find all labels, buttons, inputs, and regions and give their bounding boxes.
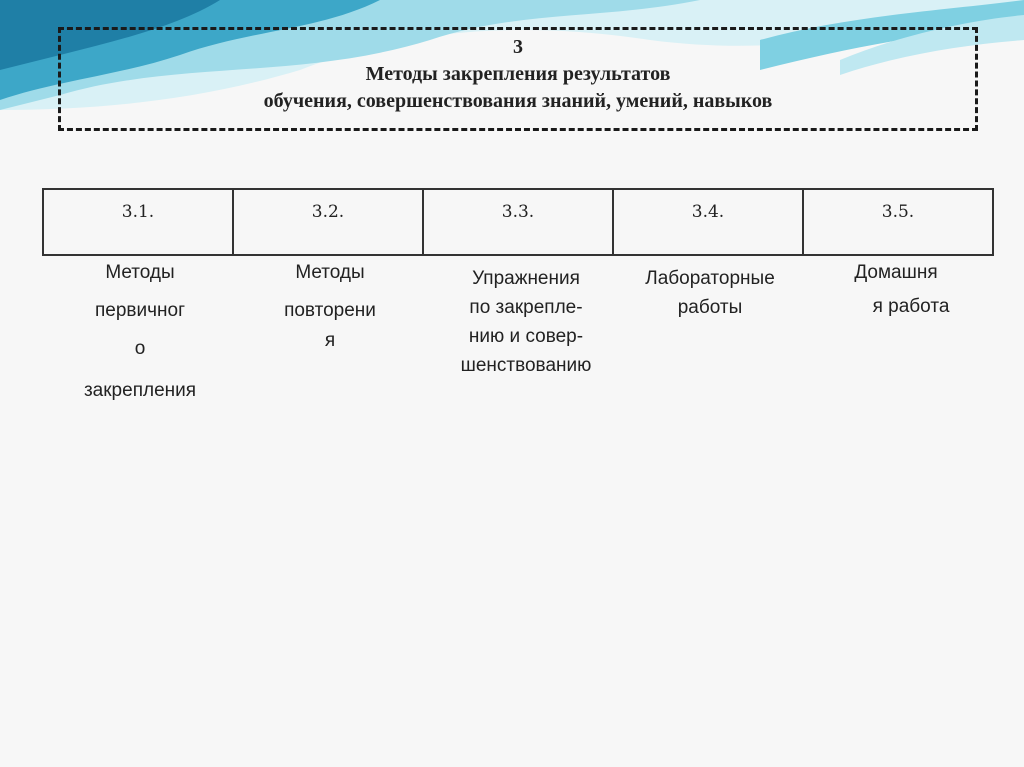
text-line: нию и совер- bbox=[468, 326, 584, 347]
text-line: Методы bbox=[105, 262, 175, 283]
text-line: повторени bbox=[284, 300, 376, 321]
column-text-5 bbox=[808, 262, 994, 318]
text-line: первичног bbox=[94, 300, 186, 321]
column-text-2 bbox=[240, 262, 420, 352]
text-line: Методы bbox=[295, 262, 365, 283]
code-cell: 3.1. bbox=[43, 189, 233, 255]
table-row bbox=[43, 189, 993, 255]
column-text-4 bbox=[618, 264, 802, 322]
section-number: 3 bbox=[513, 36, 523, 58]
text-line: я работа bbox=[872, 296, 950, 317]
text-line: Домашня bbox=[854, 262, 938, 283]
text-line: закрепления bbox=[83, 380, 197, 401]
code-cell: 3.3. bbox=[423, 189, 613, 255]
text-line: Упражнения bbox=[472, 268, 580, 289]
code-cell: 3.2. bbox=[233, 189, 423, 255]
column-text-1 bbox=[50, 262, 230, 402]
text-line: по закрепле- bbox=[469, 297, 583, 318]
codes-table bbox=[42, 188, 994, 256]
title-line-1: Методы закрепления результатов bbox=[365, 63, 671, 85]
title-line-2: обучения, совершенствования знаний, умений, навыков bbox=[263, 90, 773, 112]
column-text-3 bbox=[428, 264, 624, 380]
text-line: я bbox=[324, 330, 336, 351]
text-line: шенствованию bbox=[460, 355, 592, 376]
code-cell: 3.5. bbox=[803, 189, 993, 255]
code-cell: 3.4. bbox=[613, 189, 803, 255]
text-line: Лабораторные bbox=[645, 268, 775, 289]
text-line: о bbox=[134, 338, 146, 359]
slide-title bbox=[58, 34, 978, 115]
text-line: работы bbox=[677, 297, 743, 318]
